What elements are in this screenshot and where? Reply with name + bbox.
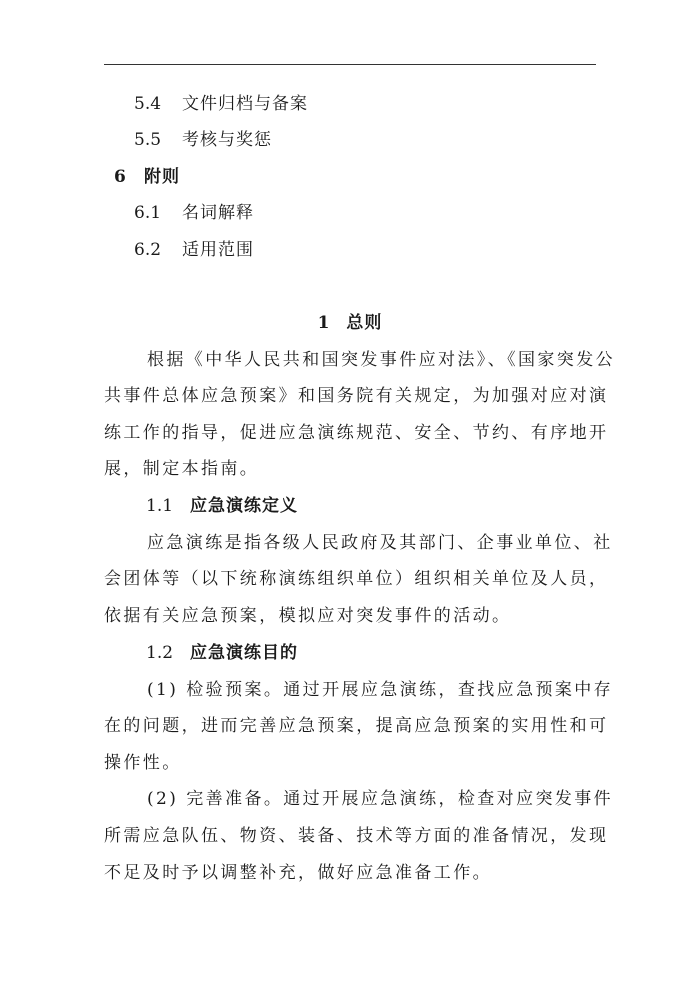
- toc-label: 名词解释: [182, 203, 254, 223]
- paragraph-line: 根据《中华人民共和国突发事件应对法》、《国家突发公: [147, 350, 615, 370]
- paragraph-line: 所需应急队伍、物资、装备、技术等方面的准备情况，发现: [104, 826, 609, 846]
- list-item-text: 完善准备。通过开展应急演练，检查对应突发事件: [186, 789, 614, 809]
- subsection-number: 1.1: [146, 496, 174, 516]
- paragraph-line: 展，制定本指南。: [104, 459, 260, 479]
- list-item-2: [147, 789, 613, 809]
- paragraph-line: 会团体等（以下统称演练组织单位）组织相关单位及人员，: [104, 569, 609, 589]
- toc-item-5-4[interactable]: [134, 94, 308, 114]
- toc-item-6-2[interactable]: [134, 240, 254, 260]
- subsection-title: 应急演练目的: [190, 643, 298, 663]
- toc-number: 5.4: [134, 94, 162, 114]
- paragraph-line: 练工作的指导，促进应急演练规范、安全、节约、有序地开: [104, 423, 609, 443]
- paragraph-line: 依据有关应急预案，模拟应对突发事件的活动。: [104, 606, 512, 626]
- subsection-heading-1-2: [146, 643, 298, 663]
- toc-number: 5.5: [134, 130, 162, 150]
- toc-item-6-1[interactable]: [134, 203, 254, 223]
- toc-number: 6.1: [134, 203, 162, 223]
- toc-number: 6: [114, 167, 127, 187]
- list-item-number: (2): [147, 789, 179, 809]
- toc-label: 考核与奖惩: [182, 130, 272, 150]
- section-title: [0, 313, 700, 333]
- toc-label: 适用范围: [182, 240, 254, 260]
- paragraph-line: 应急演练是指各级人民政府及其部门、企事业单位、社: [147, 533, 613, 553]
- section-title-text: 总则: [346, 313, 383, 333]
- paragraph-line: 共事件总体应急预案》和国务院有关规定，为加强对应对演: [104, 386, 609, 406]
- list-item-1: [147, 680, 613, 700]
- toc-label: 文件归档与备案: [182, 94, 308, 114]
- section-number: 1: [317, 313, 331, 333]
- toc-item-5-5[interactable]: [134, 130, 272, 150]
- paragraph-line: 操作性。: [104, 753, 182, 773]
- subsection-title: 应急演练定义: [190, 496, 298, 516]
- header-rule: [104, 64, 596, 65]
- list-item-text: 检验预案。通过开展应急演练，查找应急预案中存: [186, 680, 614, 700]
- toc-number: 6.2: [134, 240, 162, 260]
- toc-item-6[interactable]: [114, 167, 180, 187]
- subsection-number: 1.2: [146, 643, 174, 663]
- toc-label: 附则: [144, 167, 180, 187]
- list-item-number: (1): [147, 680, 179, 700]
- paragraph-line: 在的问题，进而完善应急预案，提高应急预案的实用性和可: [104, 716, 609, 736]
- paragraph-line: 不足及时予以调整补充，做好应急准备工作。: [104, 863, 492, 883]
- subsection-heading-1-1: [146, 496, 298, 516]
